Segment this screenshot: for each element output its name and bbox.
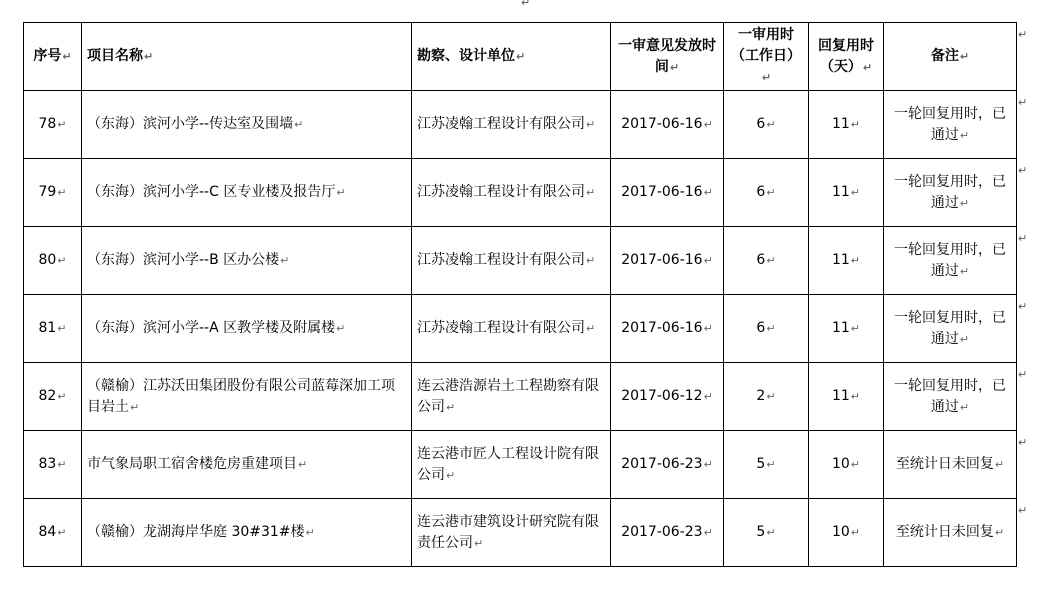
cell-first-review-days: 5↵ [724,431,809,499]
header-project-name: 项目名称↵ [82,23,412,91]
cell-seq: 83↵ [24,431,82,499]
cell-reply-days: 10↵ [809,431,884,499]
cell-seq: 80↵ [24,227,82,295]
cell-project-name: （东海）滨河小学--A 区教学楼及附属楼↵ [82,295,412,363]
cell-first-review-date: 2017-06-16↵ [611,91,724,159]
cell-seq: 81↵ [24,295,82,363]
cell-seq: 79↵ [24,159,82,227]
table-row [24,431,1017,499]
cell-remark: 一轮回复用时，已通过↵ [884,227,1017,295]
cell-first-review-date: 2017-06-16↵ [611,295,724,363]
table-row [24,159,1017,227]
cell-design-unit: 江苏凌翰工程设计有限公司↵ [412,159,611,227]
cell-first-review-days: 5↵ [724,499,809,567]
cell-reply-days: 11↵ [809,363,884,431]
table-row [24,227,1017,295]
cell-design-unit: 连云港市建筑设计研究院有限责任公司↵ [412,499,611,567]
cell-first-review-days: 2↵ [724,363,809,431]
paragraph-mark: ↵ [521,0,531,9]
cell-first-review-date: 2017-06-16↵ [611,227,724,295]
header-first-review-days: 一审用时（工作日）↵ [724,23,809,91]
header-seq: 序号↵ [24,23,82,91]
cell-remark: 一轮回复用时，已通过↵ [884,295,1017,363]
cell-remark: 一轮回复用时，已通过↵ [884,363,1017,431]
cell-first-review-days: 6↵ [724,227,809,295]
cell-remark: 一轮回复用时，已通过↵ [884,91,1017,159]
cell-reply-days: 11↵ [809,159,884,227]
table-row [24,363,1017,431]
row-end-mark: ↵ [1018,300,1028,313]
cell-remark: 至统计日未回复↵ [884,499,1017,567]
cell-project-name: 市气象局职工宿舍楼危房重建项目↵ [82,431,412,499]
row-end-mark: ↵ [1018,504,1028,517]
row-end-mark: ↵ [1018,28,1028,41]
cell-first-review-days: 6↵ [724,159,809,227]
cell-project-name: （赣榆）龙湖海岸华庭 30#31#楼↵ [82,499,412,567]
row-end-mark: ↵ [1018,96,1028,109]
cell-seq: 84↵ [24,499,82,567]
cell-seq: 78↵ [24,91,82,159]
cell-reply-days: 11↵ [809,295,884,363]
cell-project-name: （东海）滨河小学--C 区专业楼及报告厅↵ [82,159,412,227]
header-row [24,23,1017,91]
cell-design-unit: 连云港市匠人工程设计院有限公司↵ [412,431,611,499]
header-remark: 备注↵ [884,23,1017,91]
cell-project-name: （东海）滨河小学--传达室及围墙↵ [82,91,412,159]
cell-reply-days: 11↵ [809,227,884,295]
project-review-table [23,22,1017,567]
cell-design-unit: 江苏凌翰工程设计有限公司↵ [412,91,611,159]
cell-first-review-date: 2017-06-12↵ [611,363,724,431]
cell-first-review-date: 2017-06-23↵ [611,431,724,499]
cell-remark: 一轮回复用时，已通过↵ [884,159,1017,227]
table-row [24,295,1017,363]
cell-project-name: （东海）滨河小学--B 区办公楼↵ [82,227,412,295]
cell-first-review-days: 6↵ [724,91,809,159]
cell-first-review-days: 6↵ [724,295,809,363]
cell-first-review-date: 2017-06-16↵ [611,159,724,227]
header-design-unit: 勘察、设计单位↵ [412,23,611,91]
header-reply-days: 回复用时（天）↵ [809,23,884,91]
cell-reply-days: 10↵ [809,499,884,567]
row-end-mark: ↵ [1018,436,1028,449]
cell-design-unit: 连云港浩源岩土工程勘察有限公司↵ [412,363,611,431]
cell-remark: 至统计日未回复↵ [884,431,1017,499]
cell-reply-days: 11↵ [809,91,884,159]
row-end-mark: ↵ [1018,164,1028,177]
cell-seq: 82↵ [24,363,82,431]
table-row [24,499,1017,567]
cell-design-unit: 江苏凌翰工程设计有限公司↵ [412,295,611,363]
cell-first-review-date: 2017-06-23↵ [611,499,724,567]
cell-design-unit: 江苏凌翰工程设计有限公司↵ [412,227,611,295]
cell-project-name: （赣榆）江苏沃田集团股份有限公司蓝莓深加工项目岩土↵ [82,363,412,431]
table-row [24,91,1017,159]
header-first-review-date: 一审意见发放时间↵ [611,23,724,91]
row-end-mark: ↵ [1018,232,1028,245]
row-end-mark: ↵ [1018,368,1028,381]
